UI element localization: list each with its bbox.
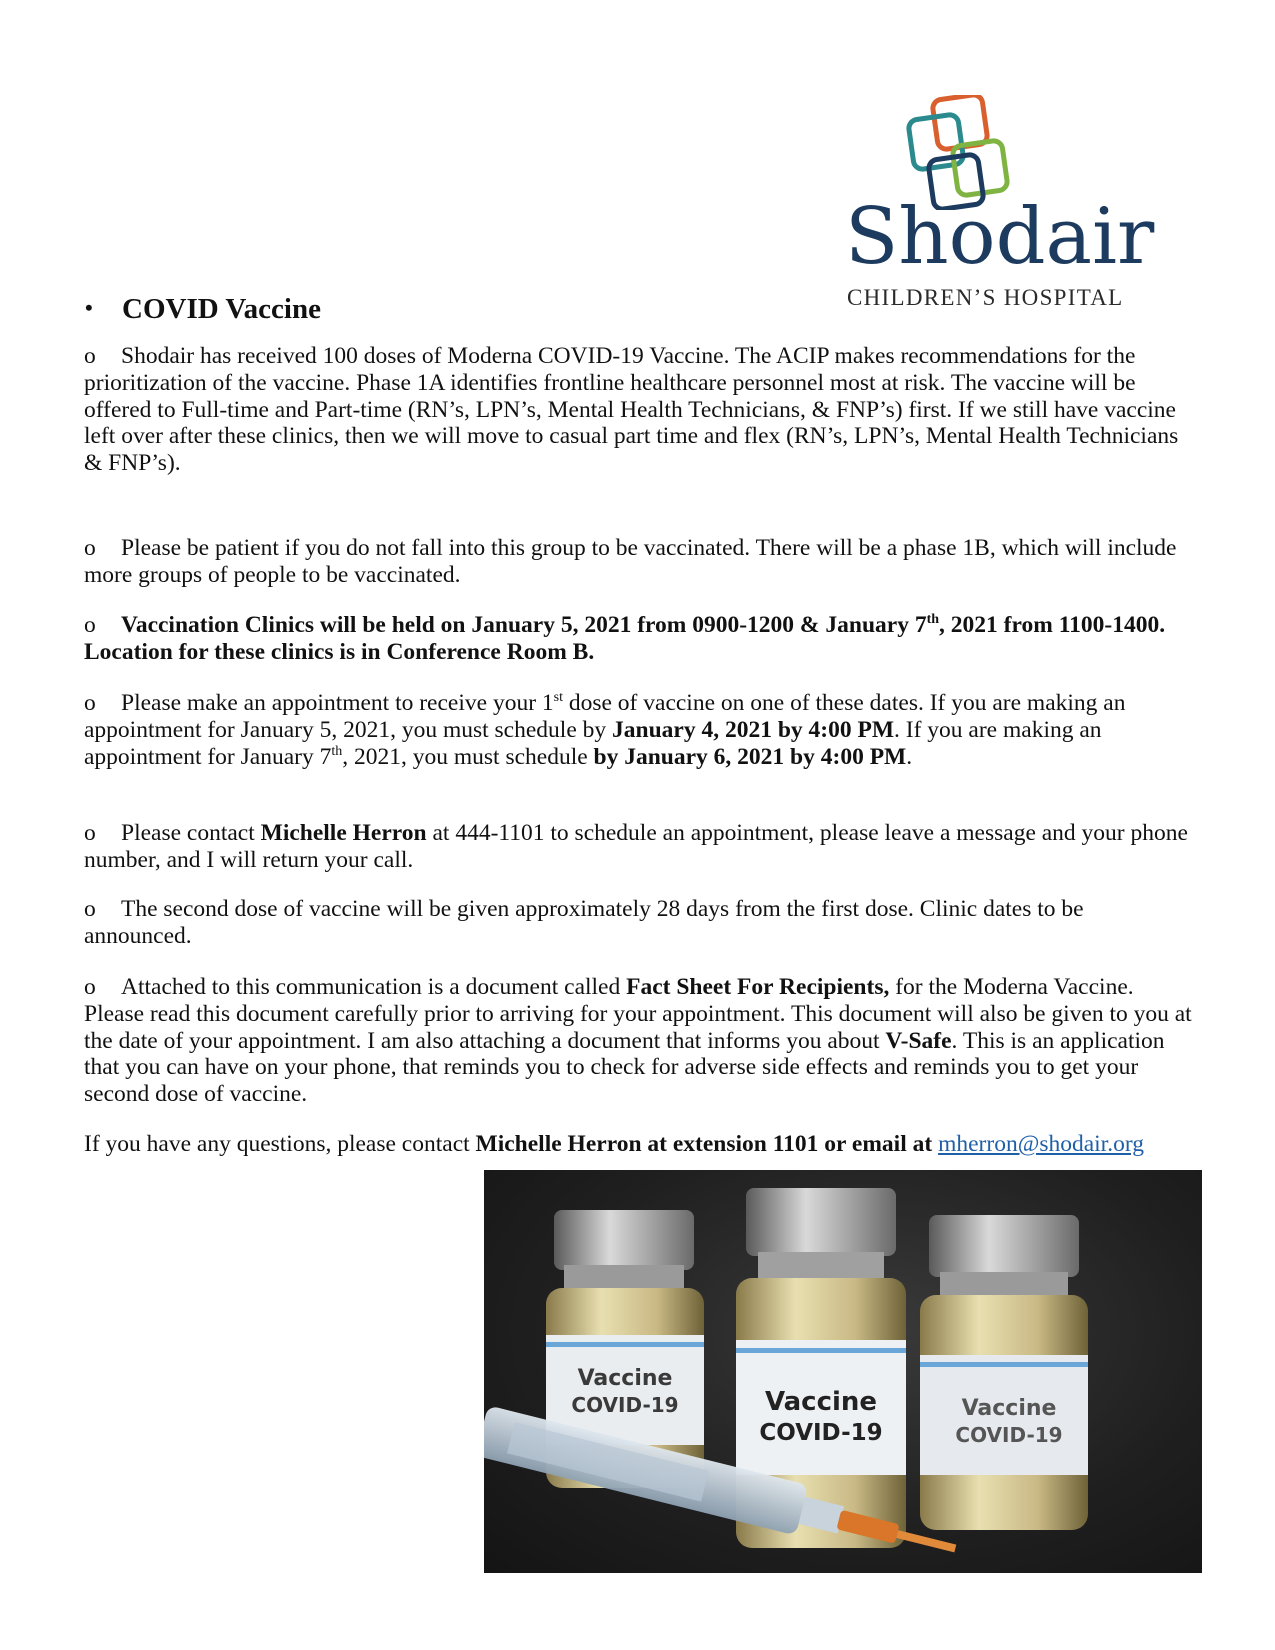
list-marker: o	[84, 820, 96, 846]
contact-details: Michelle Herron at extension 1101 or email at	[475, 1131, 939, 1157]
superscript: th	[331, 743, 343, 759]
text-run: dose of vaccine on one of these dates. If you are making an appointment for January 5, 2021, you must schedule by	[84, 690, 1126, 743]
text-run: Please make an appointment to receive your 1	[121, 690, 554, 716]
fact-sheet-title: Fact Sheet For Recipients,	[626, 974, 890, 1000]
text-run: . If you are making an appointment for January 7	[84, 716, 1102, 770]
text-run: , 2021, you must schedule	[342, 743, 594, 770]
text-run: at 444-1101 to schedule an appointment, please leave a message and your phone number, and I will return your call.	[84, 820, 1188, 873]
list-marker: o	[84, 690, 96, 716]
paragraph-second-dose	[84, 896, 1194, 950]
bullet-marker: •	[85, 295, 93, 320]
paragraph-text: Please be patient if you do not fall into this group to be vaccinated. There will be a phase 1B, which will include more groups of people to be vaccinated.	[84, 535, 1177, 588]
superscript: st	[553, 690, 563, 705]
logo-wordmark: Shodair	[845, 192, 1155, 282]
deadline-1: January 4, 2021 by 4:00 PM	[612, 716, 895, 743]
paragraph-contact	[84, 820, 1194, 874]
vial-left-label-2: COVID-19	[571, 1393, 679, 1417]
text-run: .	[906, 743, 913, 770]
paragraph-patience	[84, 535, 1194, 589]
shodair-logo	[845, 95, 1165, 310]
paragraph-text: Shodair has received 100 doses of Moderna COVID-19 Vaccine. The ACIP makes recommendations for the prioritization of the vaccine. Phase 1A identifies frontline healthcare personnel most at risk. The vaccine will be offered to Full-time and Part-time (RN’s, LPN’s, Mental Health Technicians, & FNP’s) first. If we still have vaccine left over after these clinics, then we will move to casual part time and flex (RN’s, LPN’s, Mental Health Technicians & FNP’s).	[84, 343, 1179, 477]
list-marker: o	[84, 535, 96, 561]
superscript: th	[926, 612, 940, 627]
paragraph-text: The second dose of vaccine will be given approximately 28 days from the first dose. Clinic dates to be announced.	[84, 896, 1084, 949]
paragraph-clinic-dates	[84, 612, 1194, 666]
vial-right-label-1: Vaccine	[961, 1396, 1057, 1421]
vial-right-label-2: COVID-19	[955, 1423, 1063, 1447]
text-run: If you have any questions, please contact	[84, 1131, 476, 1157]
list-marker: o	[84, 974, 96, 1000]
v-safe-name: V-Safe	[885, 1027, 952, 1054]
vial-right	[920, 1215, 1088, 1530]
text-run: Attached to this communication is a document called	[121, 974, 627, 1000]
paragraph-appointment	[84, 690, 1194, 770]
text-run: . This is an application that you can have on your phone, that reminds you to check for adverse side effects and reminds you to get your second dose of vaccine.	[84, 1027, 1165, 1108]
vials-illustration	[484, 1170, 1202, 1573]
vaccine-vials-photo	[484, 1170, 1202, 1573]
list-marker: o	[84, 343, 96, 369]
deadline-2: by January 6, 2021 by 4:00 PM	[593, 743, 907, 770]
paragraph-doses	[84, 343, 1194, 477]
vial-left-label-1: Vaccine	[577, 1366, 673, 1391]
vial-center-label-2: COVID-19	[759, 1420, 883, 1446]
heading-text: COVID Vaccine	[122, 293, 321, 325]
text-run: for the Moderna Vaccine. Please read this document carefully prior to arriving for your appointment. This document will also be given to you at the date of your appointment. I am also attaching a document that informs you about	[84, 974, 1192, 1054]
bold-text: Vaccination Clinics will be held on January 5, 2021 from 0900-1200 & January 7	[121, 612, 927, 638]
list-marker: o	[84, 612, 96, 638]
bold-text: , 2021 from 1100-1400. Location for these clinics is in Conference Room B.	[84, 612, 1166, 665]
logo-subtitle: CHILDREN’S HOSPITAL	[847, 285, 1124, 310]
paragraph-fact-sheet	[84, 974, 1194, 1108]
paragraph-questions	[84, 1131, 1194, 1158]
list-marker: o	[84, 896, 96, 922]
vial-center-label-1: Vaccine	[764, 1387, 878, 1417]
contact-name: Michelle Herron	[260, 820, 427, 846]
section-heading	[85, 293, 321, 326]
email-link[interactable]: mherron@shodair.org	[938, 1131, 1144, 1157]
text-run: Please contact	[121, 820, 261, 846]
